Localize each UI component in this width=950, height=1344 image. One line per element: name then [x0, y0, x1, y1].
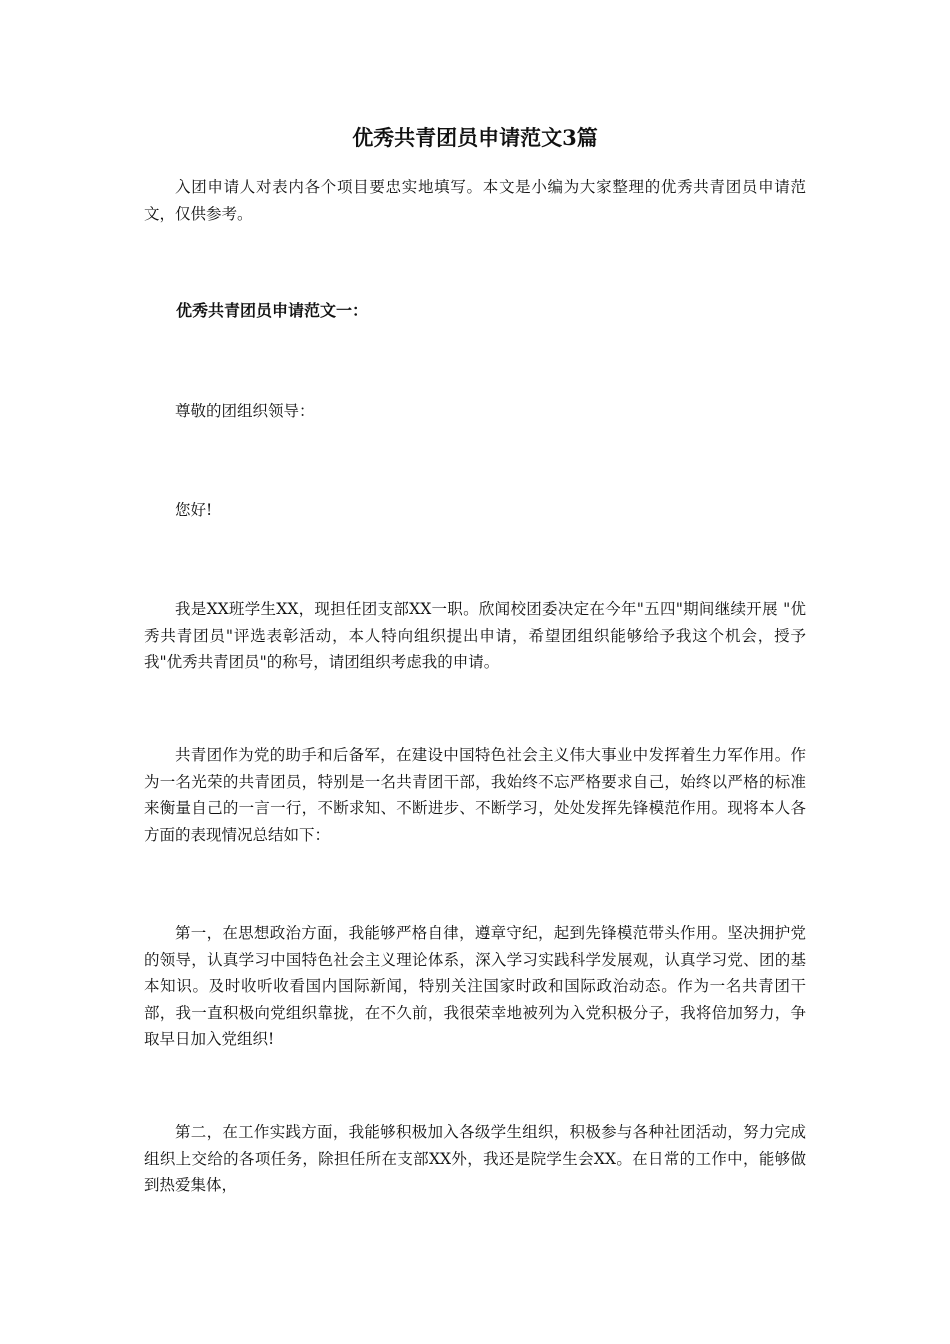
salutation: 尊敬的团组织领导：	[175, 402, 315, 420]
section-heading: 优秀共青团员申请范文一：	[176, 301, 369, 320]
intro-paragraph: 入团申请人对表内各个项目要忠实地填写。本文是小编为大家整理的优秀共青团员申请范文，仅供参考。	[144, 178, 806, 223]
document-title: 优秀共青团员申请范文3篇	[352, 125, 598, 150]
body-paragraph: 共青团作为党的助手和后备军，在建设中国特色社会主义伟大事业中发挥着生力军作用。作为一名光荣的共青团员，特别是一名共青团干部，我始终不忘严格要求自己，始终以严格的标准来衡量自己的一言一行，不断求知、不断进步、不断学习，处处发挥先锋模范作用。现将本人各方面的表现情况总结如下：	[144, 746, 806, 844]
body-paragraph: 第一，在思想政治方面，我能够严格自律，遵章守纪，起到先锋模范带头作用。坚决拥护党的领导，认真学习中国特色社会主义理论体系，深入学习实践科学发展观，认真学习党、团的基本知识。及时收听收看国内国际新闻，特别关注国家时政和国际政治动态。作为一名共青团干部，我一直积极向党组织靠拢，在不久前，我很荣幸地被列为入党积极分子，我将倍加努力，争取早日加入党组织!	[144, 924, 806, 1048]
body-paragraph: 第二，在工作实践方面，我能够积极加入各级学生组织，积极参与各种社团活动，努力完成组织上交给的各项任务，除担任所在支部XX外，我还是院学生会XX。在日常的工作中，能够做到热爱集体，	[144, 1123, 806, 1194]
greeting: 您好!	[175, 501, 213, 519]
body-paragraph: 我是XX班学生XX，现担任团支部XX一职。欣闻校团委决定在今年"五四"期间继续开展 "优秀共青团员"评选表彰活动，本人特向组织提出申请，希望团组织能够给予我这个机会，授予我"优秀共青团员"的称号，请团组织考虑我的申请。	[144, 600, 806, 671]
